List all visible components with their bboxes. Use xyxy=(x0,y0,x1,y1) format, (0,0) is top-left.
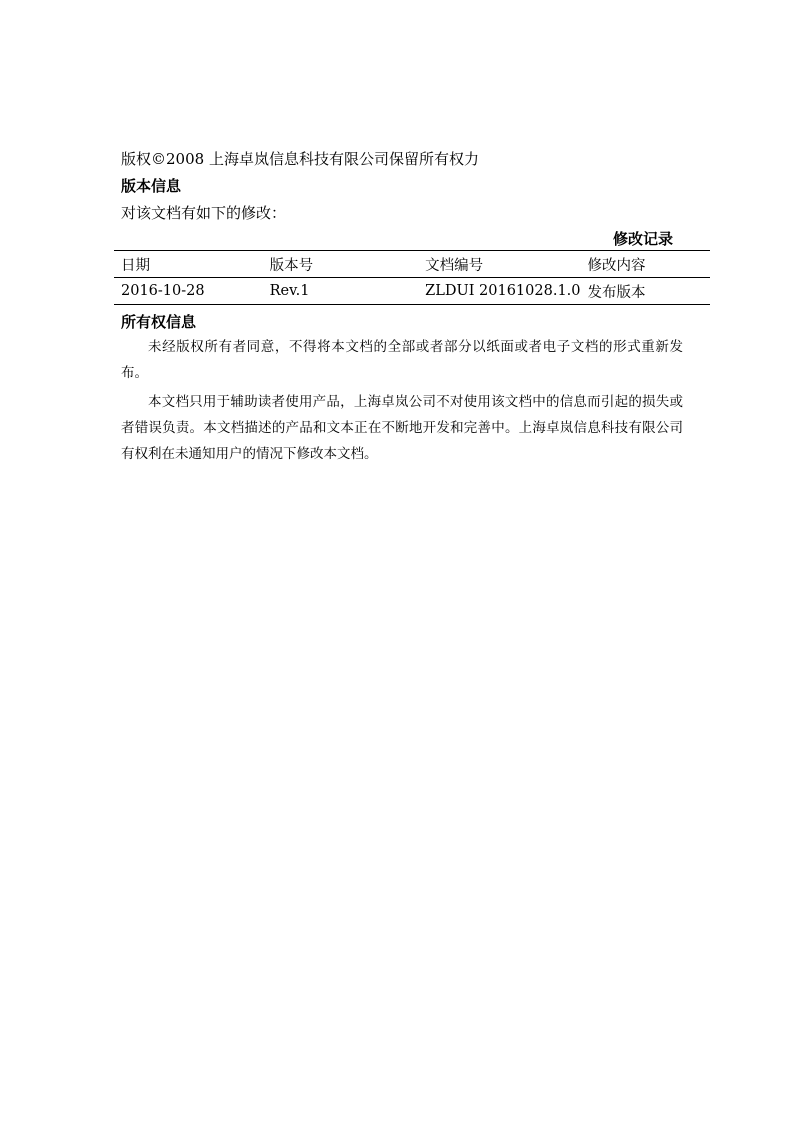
version-info-intro: 对该文档有如下的修改： xyxy=(121,204,287,222)
cell-version: Rev.1 xyxy=(269,283,310,299)
cell-change: 发布版本 xyxy=(587,284,646,301)
cell-doc-number: ZLDUI 20161028.1.0 xyxy=(425,283,581,299)
revision-table-header-row xyxy=(114,251,710,278)
revision-table-caption: 修改记录 xyxy=(612,230,673,248)
table-row xyxy=(114,278,710,305)
ownership-paragraph-2: 本文档只用于辅助读者使用产品，上海卓岚公司不对使用该文档中的信息而引起的损失或者错误负责。本文档描述的产品和文本正在不断地开发和完善中。上海卓岚信息科技有限公司有权利在未通知用户的情况下修改本文档。 xyxy=(121,394,683,462)
ownership-paragraph-1: 未经版权所有者同意，不得将本文档的全部或者部分以纸面或者电子文档的形式重新发布。 xyxy=(121,339,683,381)
column-header-doc-number: 文档编号 xyxy=(425,257,484,274)
cell-date: 2016-10-28 xyxy=(121,283,205,299)
column-header-change: 修改内容 xyxy=(587,257,646,274)
column-header-date: 日期 xyxy=(121,257,150,274)
ownership-info-heading: 所有权信息 xyxy=(121,313,197,331)
revision-table xyxy=(114,250,710,305)
version-info-heading: 版本信息 xyxy=(121,177,182,195)
column-header-version: 版本号 xyxy=(269,257,314,274)
copyright-line: 版权©2008 上海卓岚信息科技有限公司保留所有权力 xyxy=(121,150,479,168)
